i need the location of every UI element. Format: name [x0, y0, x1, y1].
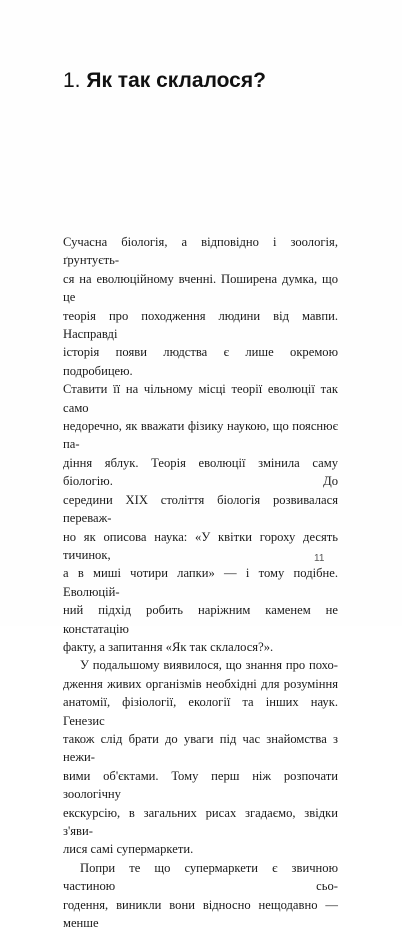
chapter-title [63, 68, 266, 94]
text-line: Ставити її на чільному місці теорії еволюції так само [63, 382, 338, 415]
text-line: недоречно, як вважати фізику наукою, що пояснює па- [63, 419, 338, 452]
text-line: лися самі супермаркети. [63, 842, 194, 857]
text-line: Попри те що супермаркети є звичною частиною сьо- [63, 860, 338, 894]
text-line: факту, а запитання «Як так склалося?». [63, 639, 274, 654]
text-line: ний підхід робить наріжним каменем не констатацію [63, 603, 338, 636]
text-line: також слід брати до уваги під час знайомства з нежи- [63, 731, 338, 765]
text-line: дження живих організмів необхідні для розуміння [63, 676, 338, 691]
body-paragraph [63, 859, 338, 932]
body-paragraph [63, 656, 338, 858]
body-text [63, 233, 338, 932]
text-line: вими об'єктами. Тому перш ніж розпочати зоологічну [63, 768, 338, 802]
page-number: 11 [314, 553, 325, 564]
text-line: теорія про походження людини від мавпи. Насправді [63, 308, 338, 342]
chapter-title-text: Як так склалося? [86, 69, 266, 92]
chapter-number: 1. [63, 69, 81, 92]
text-line: історія появи людства є лише окремою подробицею. [63, 345, 338, 378]
text-line: середини XIX століття біологія розвивалася переваж- [63, 492, 338, 526]
text-line: годення, виникли вони відносно нещодавно — менше [63, 897, 338, 931]
text-line: діння яблук. Теорія еволюції змінила саму біологію. До [63, 455, 338, 489]
text-line: анатомії, фізіології, екології та інших наук. Генезис [63, 695, 338, 728]
text-line: но як описова наука: «У квітки гороху десять тичинок, [63, 529, 338, 562]
body-paragraph [63, 233, 338, 656]
text-line: Сучасна біологія, а відповідно і зоологія, ґрунтуєть- [63, 235, 338, 268]
text-line: У подальшому виявилося, що знання про похо- [80, 658, 338, 673]
text-line: а в миші чотири лапки» — і тому подібне. Еволюцій- [63, 566, 338, 599]
text-line: ся на еволюційному вченні. Поширена думка, що це [63, 271, 338, 305]
text-line: екскурсію, в загальних рисах згадаємо, звідки з'яви- [63, 805, 338, 838]
